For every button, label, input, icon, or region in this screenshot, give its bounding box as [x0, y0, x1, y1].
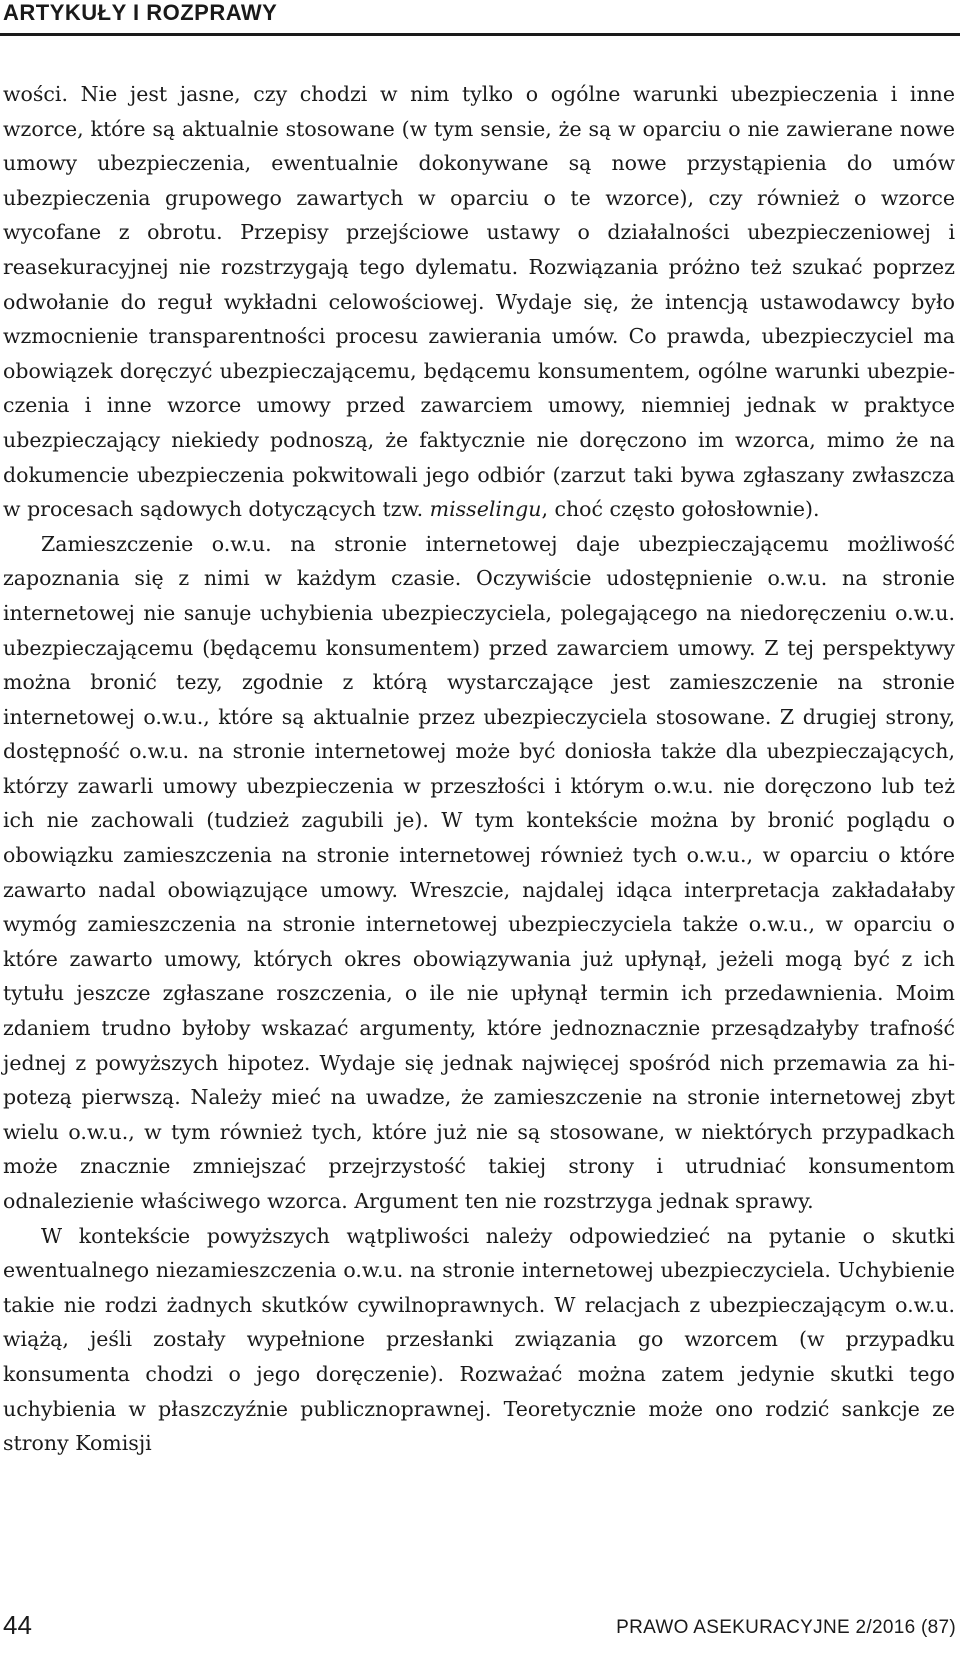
article-body	[3, 77, 955, 1461]
paragraph-3: W kontekście powyższych wątpliwości należy odpowiedzieć na pytanie o skutki ewentualnego niezamieszczenia o.w.u. na stronie internetowej ubezpieczyciela. Uchybienie takie nie rodzi żadnych skutków cywilnoprawnych. W relacjach z ubezpieczającym o.w.u. wiążą, jeśli zostały wypełnione przesłanki związania go wzorcem (w przypadku konsumenta chodzi o jego doręczenie). Rozważać można zatem jedynie skutki tego uchybienia w płaszczyźnie publicznoprawnej. Teoretycznie może ono rodzić sankcje ze strony Komisji	[3, 1223, 955, 1456]
paragraph-1-italic-term: misselingu	[429, 497, 542, 522]
journal-citation: PRAWO ASEKURACYJNE 2/2016 (87)	[616, 1617, 956, 1638]
paragraph-1	[3, 77, 955, 527]
paragraph-1-text-b: , choć często gołosłownie).	[541, 497, 820, 522]
paragraph-1-text-a: wości. Nie jest jasne, czy chodzi w nim tylko o ogólne warunki ubezpieczenia i inne wzorce, które są aktualnie stosowane (w tym sensie, że są w oparciu o nie zawierane nowe umowy ubezpieczenia, ewentualnie dokonywane są nowe przystąpienia do umów ubezpieczenia grupowego zawartych w oparciu o te wzorce), czy również o wzorce wycofane z obrotu. Przepisy przejściowe ustawy o działalności ubezpieczeniowej i reasekuracyjnej nie rozstrzygają tego dylematu. Rozwiązania próżno też szukać poprzez odwołanie do reguł wykładni celowościowej. Wydaje się, że intencją ustawodawcy było wzmocnienie transparentności procesu zawierania umów. Co prawda, ubezpieczyciel ma obowiązek doręczyć ubezpieczającemu, będącemu konsumentem, ogólne warunki ubezpieczenia i inne wzorce umowy przed zawarciem umowy, niemniej jednak w praktyce ubezpieczający niekiedy podnoszą, że faktycznie nie doręczono im wzorca, mimo że na dokumencie ubezpieczenia pokwitowali jego odbiór (zarzut taki bywa zgłaszany zwłaszcza w procesach sądowych dotyczących tzw.	[3, 82, 955, 522]
paragraph-2: Zamieszczenie o.w.u. na stronie internetowej daje ubezpieczającemu możliwość zapoznania się z nimi w każdym czasie. Oczywiście udostępnienie o.w.u. na stronie internetowej nie sanuje uchybienia ubezpieczyciela, polegającego na niedoręczeniu o.w.u. ubezpieczającemu (będącemu konsumentem) przed zawarciem umowy. Z tej perspektywy można bronić tezy, zgodnie z którą wystarczające jest zamieszczenie na stronie internetowej o.w.u., które są aktualnie przez ubezpieczyciela stosowane. Z drugiej strony, dostępność o.w.u. na stronie internetowej może być doniosła także dla ubezpieczających, którzy zawarli umowy ubezpieczenia w przeszłości i którym o.w.u. nie doręczono lub też ich nie zachowali (tudzież zagubili je). W tym kontekście można by bronić poglądu o obowiązku zamieszczenia na stronie internetowej również tych o.w.u., w oparciu o które zawarto nadal obowiązujące umowy. Wreszcie, najdalej idąca interpretacja zakładałaby wymóg zamieszczenia na stronie internetowej ubezpieczyciela także o.w.u., w oparciu o które zawarto umowy, których okres obowiązywania już upłynął, jeżeli mogą być z ich tytułu jeszcze zgłaszane roszczenia, o ile nie upłynął termin ich przedawnienia. Moim zdaniem trudno byłoby wskazać argumenty, które jednoznacznie przesądzałyby trafność jednej z powyższych hipotez. Wydaje się jednak najwięcej spośród nich przemawia za hipotezą pierwszą. Należy mieć na uwadze, że zamieszczenie na stronie internetowej zbyt wielu o.w.u., w tym również tych, które już nie są stosowane, w niektórych przypadkach może znacznie zmniejszać przejrzystość takiej strony i utrudniać konsumentom odnalezienie właściwego wzorca. Argument ten nie rozstrzyga jednak sprawy.	[3, 531, 955, 1213]
header-rule	[0, 33, 960, 36]
running-header-section-title: ARTYKUŁY I ROZPRAWY	[3, 0, 278, 25]
page-number: 44	[3, 1610, 32, 1640]
